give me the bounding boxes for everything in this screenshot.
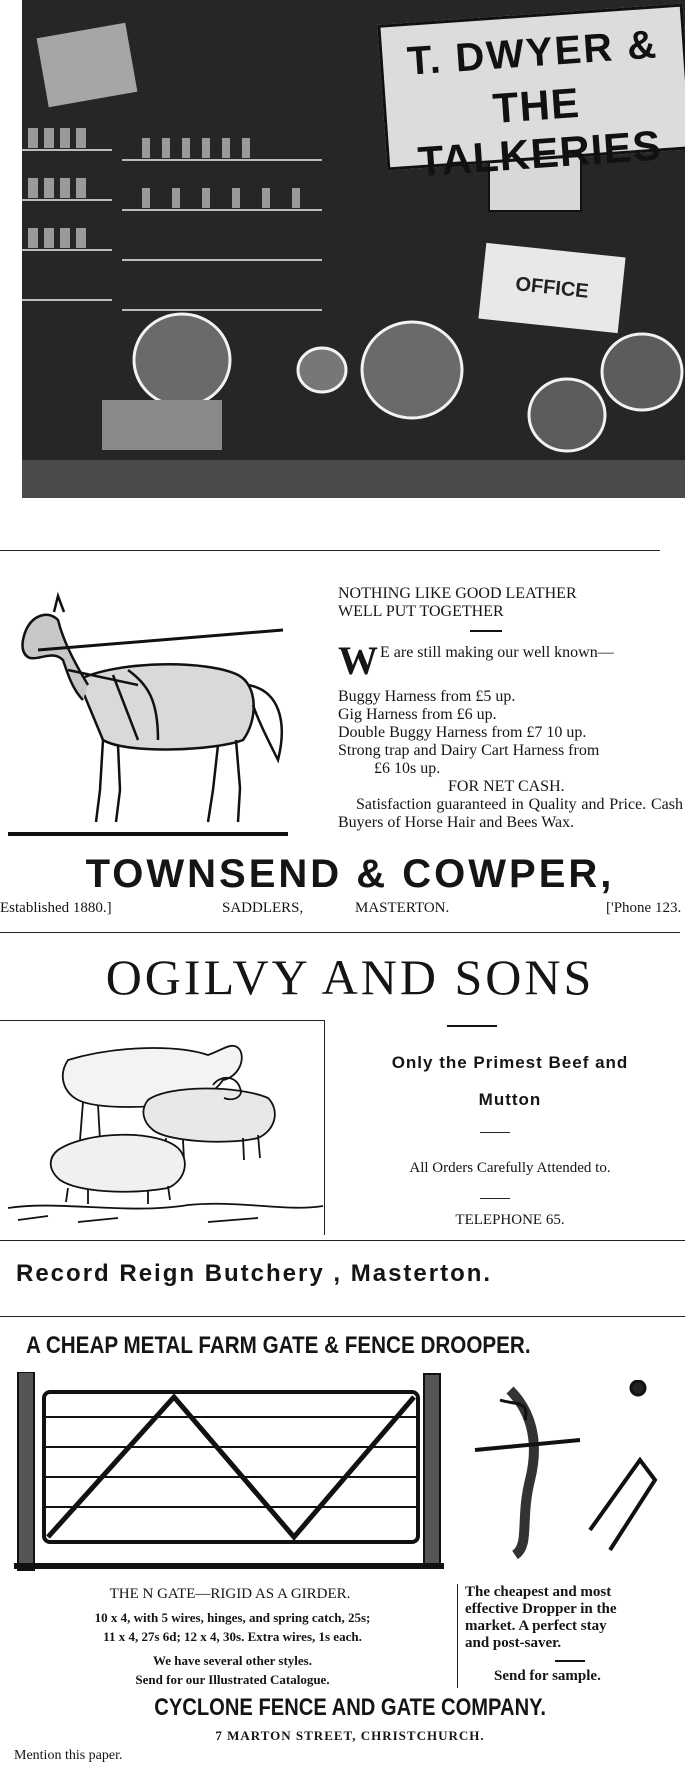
small-rule — [470, 630, 502, 632]
price-item: Gig Harness from £6 up. — [338, 706, 497, 723]
heading-line-2: WELL PUT TOGETHER — [338, 603, 504, 620]
dropper-line-1: The cheapest and most — [465, 1584, 612, 1600]
for-net-cash: FOR NET CASH. — [448, 778, 565, 795]
dropper-line-2: effective Dropper in the — [465, 1601, 617, 1617]
mention-paper: Mention this paper. — [14, 1748, 123, 1763]
intro-text: E are still making our well known— — [380, 644, 614, 661]
price-item: Strong trap and Dairy Cart Harness from — [338, 742, 600, 759]
vertical-divider — [324, 1020, 325, 1235]
dropper-illustration — [470, 1380, 660, 1560]
drop-cap: W — [338, 638, 378, 683]
harness-price-list — [338, 688, 683, 832]
sign-line-2: THE TALKERIES — [416, 78, 663, 186]
butcher-tagline-1: Only the Primest Beef and — [391, 1053, 629, 1072]
satisfaction-text: Satisfaction guaranteed in Quality and Price. Cash Buyers of Horse Hair and Bees Wax. — [338, 796, 683, 831]
firm-details-row — [0, 900, 700, 920]
farm-gate-illustration — [14, 1372, 444, 1572]
dropper-line-4: and post-saver. — [465, 1635, 562, 1651]
vertical-divider — [457, 1584, 458, 1688]
dropper-sample: Send for sample. — [494, 1668, 601, 1684]
divider — [0, 1240, 685, 1241]
gate-headline: A CHEAP METAL FARM GATE & FENCE DROOPER. — [26, 1332, 531, 1359]
small-rule — [480, 1132, 510, 1133]
butcher-tagline-2: Mutton — [478, 1090, 542, 1109]
small-rule — [555, 1660, 585, 1662]
divider — [0, 550, 660, 551]
harness-heading — [338, 585, 678, 621]
price-item: £6 10s up. — [374, 760, 441, 777]
shop-sign — [377, 4, 685, 186]
firm-name: TOWNSEND & COWPER, — [85, 852, 615, 896]
trade: SADDLERS, — [222, 900, 304, 916]
horse-illustration — [8, 590, 298, 840]
gate-spec-2: 11 x 4, 27s 6d; 12 x 4, 30s. Extra wires, 1s each. — [103, 1629, 362, 1644]
company-name — [0, 1694, 700, 1722]
divider — [0, 1020, 325, 1021]
butchery-name: Record Reign Butchery , Masterton. — [16, 1260, 493, 1287]
office-sign: OFFICE — [478, 243, 625, 333]
dropper-line-3: market. A perfect stay — [465, 1618, 607, 1634]
company-address: 7 MARTON STREET, CHRISTCHURCH. — [215, 1728, 485, 1743]
heading-line-1: NOTHING LIKE GOOD LEATHER — [338, 585, 577, 602]
telephone-text: TELEPHONE 65. — [455, 1212, 565, 1228]
price-item: Double Buggy Harness from £7 10 up. — [338, 724, 587, 741]
harness-intro — [338, 638, 683, 683]
butcher-title: OGILVY AND SONS — [105, 949, 595, 1005]
established: Established 1880.] — [0, 900, 112, 916]
company-name-text: CYCLONE FENCE AND GATE COMPANY. — [154, 1694, 546, 1721]
dropper-text — [465, 1584, 685, 1652]
gate-spec-list — [10, 1608, 455, 1689]
divider — [0, 932, 680, 933]
sign-line-1: T. DWYER & — [405, 22, 660, 84]
gate-catalogue: Send for our Illustrated Catalogue. — [135, 1672, 330, 1687]
town: MASTERTON. — [355, 900, 450, 916]
livestock-illustration — [8, 1030, 323, 1230]
small-rule — [480, 1198, 510, 1199]
divider — [0, 1316, 685, 1317]
gate-spec-1: 10 x 4, with 5 wires, hinges, and spring catch, 25s; — [94, 1610, 371, 1625]
price-item: Buggy Harness from £5 up. — [338, 688, 516, 705]
shop-interior-photo — [22, 0, 685, 498]
phone: ['Phone 123. — [606, 900, 682, 916]
gate-styles: We have several other styles. — [153, 1653, 312, 1668]
small-rule — [447, 1025, 497, 1027]
orders-text: All Orders Carefully Attended to. — [409, 1160, 611, 1176]
gate-title: THE N GATE—RIGID AS A GIRDER. — [109, 1586, 351, 1602]
